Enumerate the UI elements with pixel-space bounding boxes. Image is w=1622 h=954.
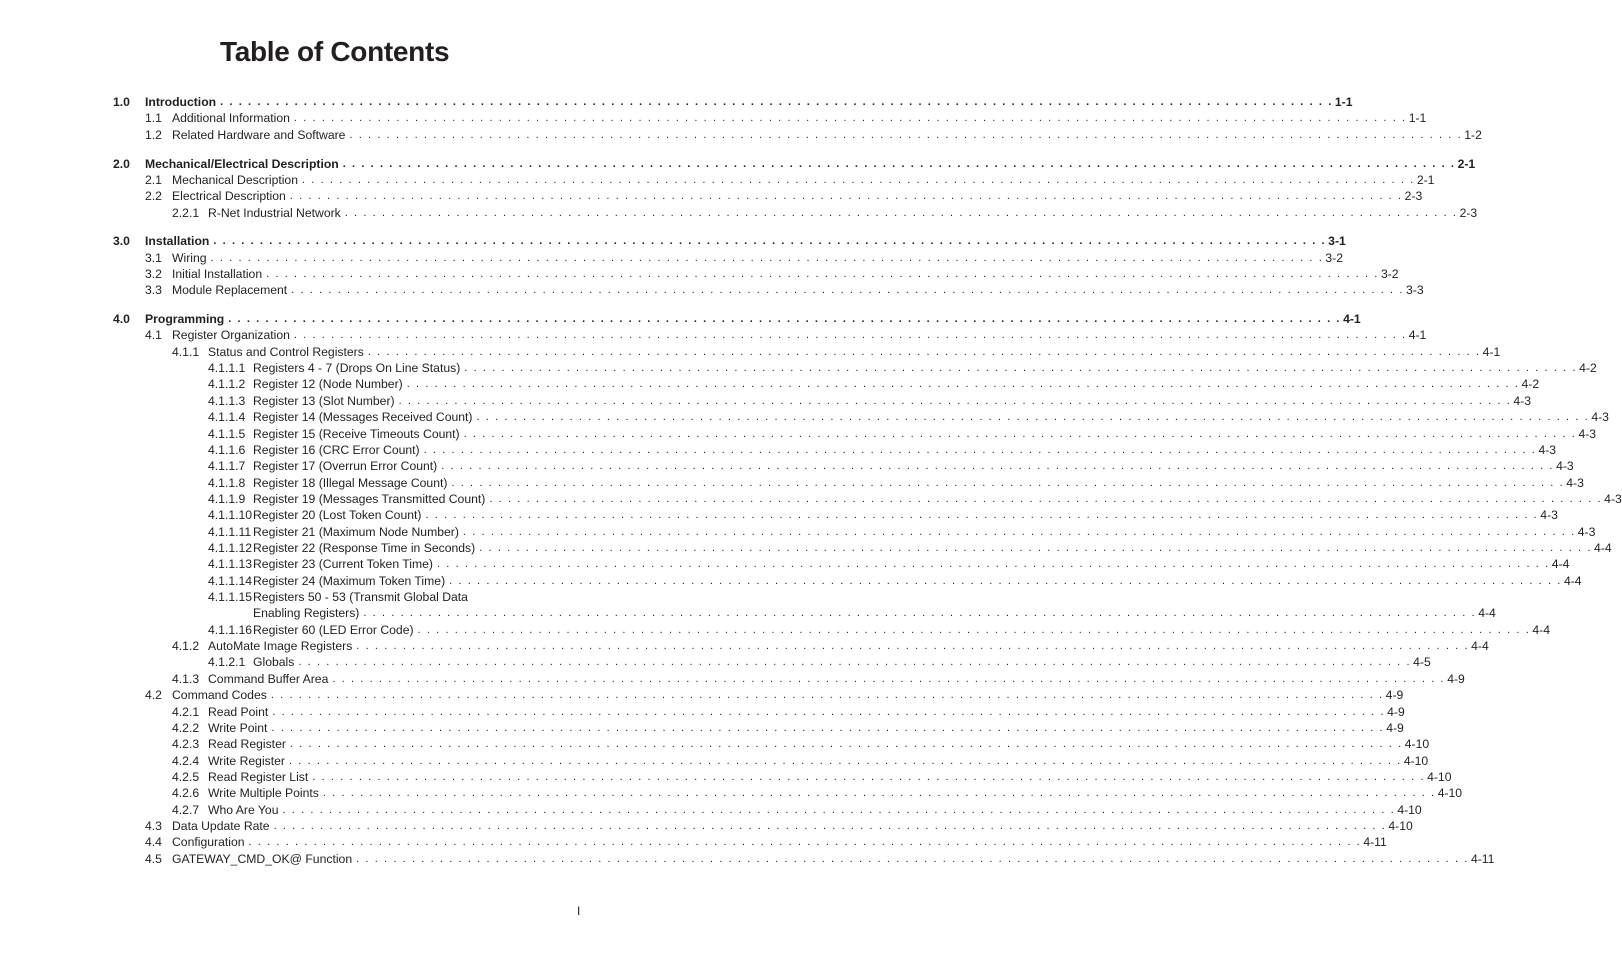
toc-entry-page: 4-2 bbox=[1579, 361, 1597, 376]
toc-entry-title: Register 18 (Illegal Message Count) bbox=[253, 475, 448, 490]
toc-entry[interactable] bbox=[172, 671, 1465, 687]
toc-entry-number: 4.5 bbox=[145, 851, 162, 866]
toc-entry-page: 4-1 bbox=[1343, 312, 1361, 326]
toc-entry-title: Enabling Registers) bbox=[253, 606, 360, 621]
toc-entry[interactable] bbox=[208, 524, 1596, 540]
toc-entry-title: R-Net Industrial Network bbox=[208, 205, 341, 220]
toc-entry-number: 4.2.7 bbox=[172, 802, 200, 817]
toc-entry-title: Register 15 (Receive Timeouts Count) bbox=[253, 426, 460, 441]
toc-entry-page: 4-10 bbox=[1437, 786, 1463, 801]
toc-entry[interactable] bbox=[145, 172, 1435, 188]
toc-entry-page: 2-1 bbox=[1457, 156, 1476, 171]
toc-entry-title: Globals bbox=[253, 655, 295, 670]
toc-entry-title: Status and Control Registers bbox=[208, 344, 364, 359]
toc-entry-page: 4-11 bbox=[1363, 835, 1387, 850]
toc-entry-number: 4.1.2 bbox=[172, 639, 200, 654]
toc-entry-number: 1.2 bbox=[145, 127, 162, 142]
toc-entry-title: Read Point bbox=[208, 704, 269, 719]
toc-entry-title: Read Register bbox=[208, 737, 286, 752]
toc-entry-page: 4-10 bbox=[1404, 737, 1430, 752]
toc-entry[interactable] bbox=[172, 769, 1452, 785]
toc-entry-number: 4.1.1.13 bbox=[208, 557, 253, 572]
toc-entry-number: 4.3 bbox=[145, 818, 162, 833]
toc-entry-page: 3-2 bbox=[1380, 266, 1399, 281]
toc-entry[interactable] bbox=[208, 540, 1612, 556]
toc-entry[interactable] bbox=[208, 556, 1570, 572]
toc-entry-page: 4-2 bbox=[1521, 377, 1540, 392]
toc-entry-number: 4.4 bbox=[145, 835, 162, 850]
toc-entry-page: 3-2 bbox=[1325, 250, 1343, 265]
toc-entry-title: Write Multiple Points bbox=[208, 786, 319, 801]
toc-entry-page: 4-4 bbox=[1532, 622, 1550, 637]
toc-entry-page: 4-3 bbox=[1566, 475, 1584, 490]
toc-entry-page: 1-2 bbox=[1464, 127, 1482, 142]
toc-dot-leader: . . . . . . . . . . . . . . . . . . . . . . . . . . . . . . . . . . . . . . . . . . . . . . . . . . . . . . . . . . . . . . . . . . . . . . . . . . . . . . . . . . . . . . . . . . . . . . . . . . . . . . . . . . . . . . . . . . . . . . . . bbox=[282, 803, 1396, 816]
toc-entry[interactable] bbox=[145, 851, 1495, 867]
toc-entry-page: 4-3 bbox=[1540, 508, 1558, 523]
toc-entry-number: 4.1.1.14 bbox=[208, 573, 253, 588]
toc-entry-number: 3.0 bbox=[113, 234, 130, 249]
toc-entry-page: 4-3 bbox=[1538, 442, 1557, 457]
toc-entry-title: Register 12 (Node Number) bbox=[253, 377, 403, 392]
toc-dot-leader: . . . . . . . . . . . . . . . . . . . . . . . . . . . . . . . . . . . . . . . . . . . . . . . . . . . . . . . . . . . . . . . . . . . . . . . . . . . . . . . . . . . . . . . . . . . . . . . . . . . . . . . . . . . . . . . . . . . . . . . . bbox=[463, 427, 1577, 440]
toc-dot-leader: . . . . . . . . . . . . . . . . . . . . . . . . . . . . . . . . . . . . . . . . . . . . . . . . . . . . . . . . . . . . . . . . . . . . . . . . . . . . . . . . . . . . . . . . . . . . . . . . . . . . . . . . . . . . . . . . . . . . . . . . bbox=[349, 128, 1463, 141]
toc-dot-leader: . . . . . . . . . . . . . . . . . . . . . . . . . . . . . . . . . . . . . . . . . . . . . . . . . . . . . . . . . . . . . . . . . . . . . . . . . . . . . . . . . . . . . . . . . . . . . . . . . . . . . . . . . . . . . . . . . . . . . . . . bbox=[356, 852, 1469, 865]
toc-entry[interactable] bbox=[145, 127, 1482, 143]
toc-entry-title: Register 19 (Messages Transmitted Count) bbox=[253, 491, 486, 506]
toc-entry-title: Register 16 (CRC Error Count) bbox=[253, 442, 420, 457]
toc-dot-leader: . . . . . . . . . . . . . . . . . . . . . . . . . . . . . . . . . . . . . . . . . . . . . . . . . . . . . . . . . . . . . . . . . . . . . . . . . . . . . . . . . . . . . . . . . . . . . . . . . . . . . . . . . . . . . . . . . . . . . . . . bbox=[464, 362, 1578, 375]
toc-entry-number: 4.2.5 bbox=[172, 769, 200, 784]
toc-entry-number: 1.0 bbox=[113, 95, 130, 109]
toc-entry-number: 4.1.1.9 bbox=[208, 491, 246, 506]
toc-entry-title: GATEWAY_CMD_OK@ Function bbox=[172, 851, 353, 866]
toc-entry[interactable] bbox=[208, 409, 1609, 425]
toc-dot-leader: . . . . . . . . . . . . . . . . . . . . . . . . . . . . . . . . . . . . . . . . . . . . . . . . . . . . . . . . . . . . . . . . . . . . . . . . . . . . . . . . . . . . . . . . . . . . . . . . . . . . . . . . . . . . . . . . . . . . . . . . bbox=[213, 235, 1327, 248]
toc-entry-page: 4-11 bbox=[1470, 851, 1495, 866]
toc-dot-leader: . . . . . . . . . . . . . . . . . . . . . . . . . . . . . . . . . . . . . . . . . . . . . . . . . . . . . . . . . . . . . . . . . . . . . . . . . . . . . . . . . . . . . . . . . . . . . . . . . . . . . . . . . . . . . . . . . . . . . . . . bbox=[367, 345, 1481, 358]
toc-entry-page: 4-5 bbox=[1413, 655, 1431, 670]
toc-dot-leader: . . . . . . . . . . . . . . . . . . . . . . . . . . . . . . . . . . . . . . . . . . . . . . . . . . . . . . . . . . . . . . . . . . . . . . . . . . . . . . . . . . . . . . . . . . . . . . . . . . . . . . . . . . . . . . . . . . . . . . . . bbox=[271, 721, 1385, 734]
toc-dot-leader: . . . . . . . . . . . . . . . . . . . . . . . . . . . . . . . . . . . . . . . . . . . . . . . . . . . . . . . . . . . . . . . . . . . . . . . . . . . . . . . . . . . . . . . . . . . . . . . . . . . . . . . . . . . . . . . . . . . . . . . . bbox=[270, 689, 1384, 702]
toc-entry-number: 4.2.6 bbox=[172, 786, 200, 801]
toc-dot-leader: . . . . . . . . . . . . . . . . . . . . . . . . . . . . . . . . . . . . . . . . . . . . . . . . . . . . . . . . . . . . . . . . . . . . . . . . . . . . . . . . . . . . . . . . . . . . . . . . . . . . . . . . . . . . . . . . . . . . . . . . bbox=[423, 443, 1537, 456]
toc-dot-leader: . . . . . . . . . . . . . . . . . . . . . . . . . . . . . . . . . . . . . . . . . . . . . . . . . . . . . . . . . . . . . . . . . . . . . . . . . . . . . . . . . . . . . . . . . . . . . . . . . . . . . . . . . . . . . . . . . . . . . . . . bbox=[479, 542, 1593, 554]
toc-entry[interactable] bbox=[145, 818, 1413, 834]
toc-entry-number: 3.2 bbox=[145, 266, 162, 281]
toc-dot-leader: . . . . . . . . . . . . . . . . . . . . . . . . . . . . . . . . . . . . . . . . . . . . . . . . . . . . . . . . . . . . . . . . . . . . . . . . . . . . . . . . . . . . . . . . . . . . . . . . . . . . . . . . . . . . . . . . . . . . . . . . bbox=[344, 206, 1458, 219]
toc-dot-leader: . . . . . . . . . . . . . . . . . . . . . . . . . . . . . . . . . . . . . . . . . . . . . . . . . . . . . . . . . . . . . . . . . . . . . . . . . . . . . . . . . . . . . . . . . . . . . . . . . . . . . . . . . . . . . . . . . . . . . . . . bbox=[322, 787, 1436, 800]
toc-entry-page: 4-3 bbox=[1578, 426, 1597, 441]
toc-entry-number: 4.1.1.7 bbox=[208, 459, 246, 474]
toc-entry-page: 1-1 bbox=[1334, 95, 1353, 109]
toc-entry-title: Electrical Description bbox=[172, 189, 286, 204]
toc-entry[interactable] bbox=[145, 188, 1423, 204]
toc-entry[interactable] bbox=[208, 426, 1597, 442]
toc-entry[interactable] bbox=[208, 654, 1431, 670]
toc-entry-title: Register 17 (Overrun Error Count) bbox=[253, 459, 438, 474]
toc-entry-page: 3-1 bbox=[1328, 234, 1346, 249]
toc-entry-number: 4.2.1 bbox=[172, 704, 200, 719]
toc-dot-leader: . . . . . . . . . . . . . . . . . . . . . . . . . . . . . . . . . . . . . . . . . . . . . . . . . . . . . . . . . . . . . . . . . . . . . . . . . . . . . . . . . . . . . . . . . . . . . . . . . . . . . . . . . . . . . . . . . . . . . . . . bbox=[293, 112, 1407, 125]
toc-dot-leader: . . . . . . . . . . . . . . . . . . . . . . . . . . . . . . . . . . . . . . . . . . . . . . . . . . . . . . . . . . . . . . . . . . . . . . . . . . . . . . . . . . . . . . . . . . . . . . . . . . . . . . . . . . . . . . . . . . . . . . . . bbox=[406, 378, 1520, 391]
toc-entry-title: Register Organization bbox=[172, 328, 290, 343]
toc-entry-title: Register 60 (LED Error Code) bbox=[253, 622, 414, 637]
toc-entry-number: 4.1.1.6 bbox=[208, 442, 246, 457]
toc-entry-number: 4.1.1.10 bbox=[208, 508, 253, 523]
toc-entry[interactable] bbox=[145, 282, 1424, 298]
toc-entry[interactable] bbox=[208, 458, 1574, 474]
toc-entry-title: AutoMate Image Registers bbox=[208, 639, 353, 654]
toc-entry-page: 4-9 bbox=[1387, 704, 1405, 719]
toc-entry[interactable] bbox=[172, 205, 1478, 221]
toc-entry-page: 4-10 bbox=[1397, 802, 1422, 817]
toc-entry[interactable] bbox=[172, 785, 1463, 801]
toc-dot-leader: . . . . . . . . . . . . . . . . . . . . . . . . . . . . . . . . . . . . . . . . . . . . . . . . . . . . . . . . . . . . . . . . . . . . . . . . . . . . . . . . . . . . . . . . . . . . . . . . . . . . . . . . . . . . . . . . . . . . . . . . bbox=[436, 558, 1550, 571]
toc-dot-leader: . . . . . . . . . . . . . . . . . . . . . . . . . . . . . . . . . . . . . . . . . . . . . . . . . . . . . . . . . . . . . . . . . . . . . . . . . . . . . . . . . . . . . . . . . . . . . . . . . . . . . . . . . . . . . . . . . . . . . . . . bbox=[272, 705, 1386, 718]
toc-entry-page: 2-3 bbox=[1404, 189, 1423, 204]
toc-entry-number: 4.2.2 bbox=[172, 720, 200, 735]
toc-entry-page: 4-3 bbox=[1513, 393, 1532, 408]
toc-dot-leader: . . . . . . . . . . . . . . . . . . . . . . . . . . . . . . . . . . . . . . . . . . . . . . . . . . . . . . . . . . . . . . . . . . . . . . . . . . . . . . . . . . . . . . . . . . . . . . . . . . . . . . . . . . . . . . . . . . . . . . . . bbox=[289, 190, 1403, 203]
toc-entry[interactable] bbox=[208, 442, 1557, 458]
toc-entry-number: 4.2.3 bbox=[172, 737, 200, 752]
toc-entry[interactable] bbox=[208, 573, 1582, 589]
toc-entry-number: 3.1 bbox=[145, 250, 162, 265]
toc-entry-title: Mechanical/Electrical Description bbox=[145, 156, 339, 171]
toc-entry-title: Command Buffer Area bbox=[208, 671, 329, 686]
toc-entry-number: 4.1.1.4 bbox=[208, 410, 246, 425]
toc-entry-title: Who Are You bbox=[208, 802, 279, 817]
toc-entry-page: 4-1 bbox=[1408, 328, 1427, 343]
toc-dot-leader: . . . . . . . . . . . . . . . . . . . . . . . . . . . . . . . . . . . . . . . . . . . . . . . . . . . . . . . . . . . . . . . . . . . . . . . . . . . . . . . . . . . . . . . . . . . . . . . . . . . . . . . . . . . . . . . . . . . . . . . . bbox=[451, 476, 1565, 489]
toc-entry-title: Registers 4 - 7 (Drops On Line Status) bbox=[253, 361, 461, 376]
toc-entry[interactable] bbox=[208, 491, 1622, 507]
page-title: Table of Contents bbox=[220, 36, 450, 67]
toc-entry-page: 4-4 bbox=[1478, 606, 1496, 621]
toc-dot-leader: . . . . . . . . . . . . . . . . . . . . . . . . . . . . . . . . . . . . . . . . . . . . . . . . . . . . . . . . . . . . . . . . . . . . . . . . . . . . . . . . . . . . . . . . . . . . . . . . . . . . . . . . . . . . . . . . . . . . . . . . bbox=[312, 770, 1426, 783]
toc-entry-title: Register 21 (Maximum Node Number) bbox=[253, 524, 459, 539]
toc-dot-leader: . . . . . . . . . . . . . . . . . . . . . . . . . . . . . . . . . . . . . . . . . . . . . . . . . . . . . . . . . . . . . . . . . . . . . . . . . . . . . . . . . . . . . . . . . . . . . . . . . . . . . . . . . . . . . . . . . . . . . . . . bbox=[441, 460, 1555, 473]
toc-entry-number: 4.1.1 bbox=[172, 344, 200, 359]
toc-entry-title: Register 22 (Response Time in Seconds) bbox=[253, 541, 476, 555]
toc-entry-page: 4-4 bbox=[1551, 557, 1570, 572]
toc-entry-number: 4.2.4 bbox=[172, 753, 200, 768]
toc-entry[interactable] bbox=[172, 720, 1404, 736]
toc-dot-leader: . . . . . . . . . . . . . . . . . . . . . . . . . . . . . . . . . . . . . . . . . . . . . . . . . . . . . . . . . . . . . . . . . . . . . . . . . . . . . . . . . . . . . . . . . . . . . . . . . . . . . . . . . . . . . . . . . . . . . . . . bbox=[289, 738, 1403, 751]
toc-entry[interactable] bbox=[113, 311, 1361, 327]
toc-entry-number: 1.1 bbox=[145, 111, 162, 126]
toc-entry[interactable] bbox=[208, 622, 1550, 638]
toc-entry[interactable] bbox=[145, 250, 1343, 266]
toc-entry-title: Related Hardware and Software bbox=[172, 127, 346, 142]
toc-entry-page: 4-3 bbox=[1556, 459, 1574, 474]
toc-entry-title: Write Register bbox=[208, 753, 285, 768]
toc-entry-title: Configuration bbox=[172, 835, 245, 850]
toc-entry-number: 4.1.1.16 bbox=[208, 622, 253, 637]
toc-entry-page: 2-1 bbox=[1416, 172, 1435, 187]
toc-entry[interactable] bbox=[172, 736, 1430, 752]
toc-dot-leader: . . . . . . . . . . . . . . . . . . . . . . . . . . . . . . . . . . . . . . . . . . . . . . . . . . . . . . . . . . . . . . . . . . . . . . . . . . . . . . . . . . . . . . . . . . . . . . . . . . . . . . . . . . . . . . . . . . . . . . . . bbox=[398, 394, 1512, 407]
toc-dot-leader: . . . . . . . . . . . . . . . . . . . . . . . . . . . . . . . . . . . . . . . . . . . . . . . . . . . . . . . . . . . . . . . . . . . . . . . . . . . . . . . . . . . . . . . . . . . . . . . . . . . . . . . . . . . . . . . . . . . . . . . . bbox=[332, 672, 1446, 685]
toc-entry-number: 4.1.1.1 bbox=[208, 361, 246, 376]
toc-entry-title: Introduction bbox=[145, 95, 217, 109]
toc-entry-number: 2.2 bbox=[145, 189, 162, 204]
toc-entry-title: Additional Information bbox=[172, 111, 290, 126]
toc-entry[interactable] bbox=[145, 687, 1404, 703]
toc-entry-number: 4.1.1.8 bbox=[208, 475, 246, 490]
toc-entry-page: 4-9 bbox=[1386, 720, 1404, 735]
toc-entry[interactable] bbox=[208, 605, 1496, 621]
toc-entry-number: 4.1.1.2 bbox=[208, 377, 246, 392]
toc-dot-leader: . . . . . . . . . . . . . . . . . . . . . . . . . . . . . . . . . . . . . . . . . . . . . . . . . . . . . . . . . . . . . . . . . . . . . . . . . . . . . . . . . . . . . . . . . . . . . . . . . . . . . . . . . . . . . . . . . . . . . . . . bbox=[273, 819, 1387, 832]
toc-dot-leader: . . . . . . . . . . . . . . . . . . . . . . . . . . . . . . . . . . . . . . . . . . . . . . . . . . . . . . . . . . . . . . . . . . . . . . . . . . . . . . . . . . . . . . . . . . . . . . . . . . . . . . . . . . . . . . . . . . . . . . . . bbox=[220, 96, 1333, 108]
toc-entry[interactable] bbox=[208, 475, 1584, 491]
toc-entry-title: Command Codes bbox=[172, 688, 267, 703]
toc-entry-title: Installation bbox=[145, 234, 210, 249]
toc-dot-leader: . . . . . . . . . . . . . . . . . . . . . . . . . . . . . . . . . . . . . . . . . . . . . . . . . . . . . . . . . . . . . . . . . . . . . . . . . . . . . . . . . . . . . . . . . . . . . . . . . . . . . . . . . . . . . . . . . . . . . . . . bbox=[417, 623, 1531, 636]
toc-entry-number: 4.1.3 bbox=[172, 671, 200, 686]
toc-entry-number: 4.1.1.12 bbox=[208, 541, 253, 555]
toc-entry[interactable] bbox=[145, 110, 1427, 126]
toc-dot-leader: . . . . . . . . . . . . . . . . . . . . . . . . . . . . . . . . . . . . . . . . . . . . . . . . . . . . . . . . . . . . . . . . . . . . . . . . . . . . . . . . . . . . . . . . . . . . . . . . . . . . . . . . . . . . . . . . . . . . . . . . bbox=[356, 640, 1470, 653]
page-number: I bbox=[577, 904, 581, 918]
toc-entry-title: Register 24 (Maximum Token Time) bbox=[253, 573, 446, 588]
toc-entry-title: Initial Installation bbox=[172, 266, 263, 281]
toc-dot-leader: . . . . . . . . . . . . . . . . . . . . . . . . . . . . . . . . . . . . . . . . . . . . . . . . . . . . . . . . . . . . . . . . . . . . . . . . . . . . . . . . . . . . . . . . . . . . . . . . . . . . . . . . . . . . . . . . . . . . . . . . bbox=[489, 492, 1603, 505]
toc-entry[interactable] bbox=[113, 233, 1346, 249]
toc-entry[interactable] bbox=[172, 344, 1501, 360]
toc-entry-number: 4.1.1.15 bbox=[208, 590, 253, 604]
toc-entry-title: Register 14 (Messages Received Count) bbox=[253, 410, 473, 425]
toc-entry[interactable] bbox=[208, 393, 1532, 409]
toc-dot-leader: . . . . . . . . . . . . . . . . . . . . . . . . . . . . . . . . . . . . . . . . . . . . . . . . . . . . . . . . . . . . . . . . . . . . . . . . . . . . . . . . . . . . . . . . . . . . . . . . . . . . . . . . . . . . . . . . . . . . . . . . bbox=[363, 607, 1477, 620]
toc-entry[interactable] bbox=[208, 376, 1540, 392]
toc-entry-number: 2.1 bbox=[145, 172, 162, 187]
toc-entry-page: 3-3 bbox=[1406, 283, 1424, 298]
toc-entry-page: 4-10 bbox=[1427, 769, 1452, 784]
toc-entry-page: 4-4 bbox=[1563, 573, 1582, 588]
toc-entry-page: 4-4 bbox=[1471, 639, 1489, 654]
toc-dot-leader: . . . . . . . . . . . . . . . . . . . . . . . . . . . . . . . . . . . . . . . . . . . . . . . . . . . . . . . . . . . . . . . . . . . . . . . . . . . . . . . . . . . . . . . . . . . . . . . . . . . . . . . . . . . . . . . . . . . . . . . . bbox=[476, 411, 1590, 424]
toc-entry-page: 4-9 bbox=[1447, 671, 1465, 686]
toc-entry-number: 4.2 bbox=[145, 688, 162, 703]
toc-dot-leader: . . . . . . . . . . . . . . . . . . . . . . . . . . . . . . . . . . . . . . . . . . . . . . . . . . . . . . . . . . . . . . . . . . . . . . . . . . . . . . . . . . . . . . . . . . . . . . . . . . . . . . . . . . . . . . . . . . . . . . . . bbox=[248, 836, 1362, 849]
toc-entry-title: Programming bbox=[145, 312, 225, 326]
toc-entry[interactable] bbox=[172, 802, 1422, 818]
toc-dot-leader: . . . . . . . . . . . . . . . . . . . . . . . . . . . . . . . . . . . . . . . . . . . . . . . . . . . . . . . . . . . . . . . . . . . . . . . . . . . . . . . . . . . . . . . . . . . . . . . . . . . . . . . . . . . . . . . . . . . . . . . . bbox=[425, 509, 1539, 522]
toc-entry-page: 2-3 bbox=[1459, 205, 1478, 220]
toc-entry-page: 1-1 bbox=[1408, 111, 1427, 126]
toc-entry-page: 4-3 bbox=[1604, 491, 1622, 506]
toc-entry-page: 4-4 bbox=[1594, 541, 1612, 555]
toc-entry[interactable] bbox=[172, 704, 1405, 720]
toc-entry-page: 4-10 bbox=[1403, 753, 1429, 768]
toc-dot-leader: . . . . . . . . . . . . . . . . . . . . . . . . . . . . . . . . . . . . . . . . . . . . . . . . . . . . . . . . . . . . . . . . . . . . . . . . . . . . . . . . . . . . . . . . . . . . . . . . . . . . . . . . . . . . . . . . . . . . . . . . bbox=[298, 656, 1412, 669]
toc-entry-number: 4.1.1.3 bbox=[208, 393, 246, 408]
toc-entry-title: Register 20 (Lost Token Count) bbox=[253, 508, 422, 523]
toc-entry-title: Write Point bbox=[208, 720, 268, 735]
toc-entry-page: 4-3 bbox=[1591, 410, 1609, 425]
toc-entry[interactable] bbox=[208, 360, 1597, 376]
toc-entry-page: 4-10 bbox=[1388, 818, 1413, 833]
toc-entry-title: Module Replacement bbox=[172, 283, 288, 298]
toc-entry-number: 3.3 bbox=[145, 283, 162, 298]
toc-dot-leader: . . . . . . . . . . . . . . . . . . . . . . . . . . . . . . . . . . . . . . . . . . . . . . . . . . . . . . . . . . . . . . . . . . . . . . . . . . . . . . . . . . . . . . . . . . . . . . . . . . . . . . . . . . . . . . . . . . . . . . . . bbox=[228, 313, 1342, 325]
toc-entry[interactable] bbox=[172, 638, 1489, 654]
toc-dot-leader: . . . . . . . . . . . . . . . . . . . . . . . . . . . . . . . . . . . . . . . . . . . . . . . . . . . . . . . . . . . . . . . . . . . . . . . . . . . . . . . . . . . . . . . . . . . . . . . . . . . . . . . . . . . . . . . . . . . . . . . . bbox=[462, 525, 1576, 538]
toc-entry-title: Register 23 (Current Token Time) bbox=[253, 557, 433, 572]
toc-entry[interactable] bbox=[172, 753, 1429, 769]
toc-entry-number: 4.0 bbox=[113, 312, 130, 326]
toc-entry-page: 4-9 bbox=[1385, 688, 1404, 703]
toc-dot-leader: . . . . . . . . . . . . . . . . . . . . . . . . . . . . . . . . . . . . . . . . . . . . . . . . . . . . . . . . . . . . . . . . . . . . . . . . . . . . . . . . . . . . . . . . . . . . . . . . . . . . . . . . . . . . . . . . . . . . . . . . bbox=[291, 284, 1404, 297]
toc-entry-title: Mechanical Description bbox=[172, 172, 298, 187]
toc-entry-title: Data Update Rate bbox=[172, 818, 270, 833]
toc-entry[interactable] bbox=[208, 589, 546, 605]
toc-dot-leader: . . . . . . . . . . . . . . . . . . . . . . . . . . . . . . . . . . . . . . . . . . . . . . . . . . . . . . . . . . . . . . . . . . . . . . . . . . . . . . . . . . . . . . . . . . . . . . . . . . . . . . . . . . . . . . . . . . . . . . . . bbox=[342, 157, 1456, 170]
toc-dot-leader: . . . . . . . . . . . . . . . . . . . . . . . . . . . . . . . . . . . . . . . . . . . . . . . . . . . . . . . . . . . . . . . . . . . . . . . . . . . . . . . . . . . . . . . . . . . . . . . . . . . . . . . . . . . . . . . . . . . . . . . . bbox=[302, 173, 1415, 186]
toc-entry-number: 4.1.2.1 bbox=[208, 655, 246, 670]
toc-dot-leader: . . . . . . . . . . . . . . . . . . . . . . . . . . . . . . . . . . . . . . . . . . . . . . . . . . . . . . . . . . . . . . . . . . . . . . . . . . . . . . . . . . . . . . . . . . . . . . . . . . . . . . . . . . . . . . . . . . . . . . . . bbox=[449, 574, 1562, 587]
toc-dot-leader: . . . . . . . . . . . . . . . . . . . . . . . . . . . . . . . . . . . . . . . . . . . . . . . . . . . . . . . . . . . . . . . . . . . . . . . . . . . . . . . . . . . . . . . . . . . . . . . . . . . . . . . . . . . . . . . . . . . . . . . . bbox=[288, 754, 1402, 767]
toc-entry-page: 4-3 bbox=[1577, 524, 1596, 539]
toc-dot-leader: . . . . . . . . . . . . . . . . . . . . . . . . . . . . . . . . . . . . . . . . . . . . . . . . . . . . . . . . . . . . . . . . . . . . . . . . . . . . . . . . . . . . . . . . . . . . . . . . . . . . . . . . . . . . . . . . . . . . . . . . bbox=[210, 251, 1324, 264]
toc-entry[interactable] bbox=[145, 266, 1399, 282]
toc-dot-leader: . . . . . . . . . . . . . . . . . . . . . . . . . . . . . . . . . . . . . . . . . . . . . . . . . . . . . . . . . . . . . . . . . . . . . . . . . . . . . . . . . . . . . . . . . . . . . . . . . . . . . . . . . . . . . . . . . . . . . . . . bbox=[293, 329, 1407, 342]
toc-entry-title: Register 13 (Slot Number) bbox=[253, 393, 395, 408]
toc-entry[interactable] bbox=[113, 94, 1353, 110]
toc-entry[interactable] bbox=[113, 156, 1476, 172]
toc-entry[interactable] bbox=[145, 327, 1427, 343]
toc-entry-title: Wiring bbox=[172, 250, 207, 265]
toc-entry-page: 4-1 bbox=[1482, 344, 1501, 359]
toc-entry-number: 4.1.1.5 bbox=[208, 426, 246, 441]
toc-entry[interactable] bbox=[145, 834, 1387, 850]
toc-entry-number: 2.2.1 bbox=[172, 205, 200, 220]
toc-dot-leader: . . . . . . . . . . . . . . . . . . . . . . . . . . . . . . . . . . . . . . . . . . . . . . . . . . . . . . . . . . . . . . . . . . . . . . . . . . . . . . . . . . . . . . . . . . . . . . . . . . . . . . . . . . . . . . . . . . . . . . . . bbox=[266, 267, 1379, 280]
toc-entry-title: Read Register List bbox=[208, 769, 309, 784]
toc-entry-number: 4.1.1.11 bbox=[208, 524, 252, 539]
toc-entry-title: Registers 50 - 53 (Transmit Global Data bbox=[253, 590, 468, 604]
toc-entry[interactable] bbox=[208, 507, 1558, 523]
toc-entry-number: 2.0 bbox=[113, 156, 130, 171]
toc-entry-number: 4.1 bbox=[145, 328, 162, 343]
